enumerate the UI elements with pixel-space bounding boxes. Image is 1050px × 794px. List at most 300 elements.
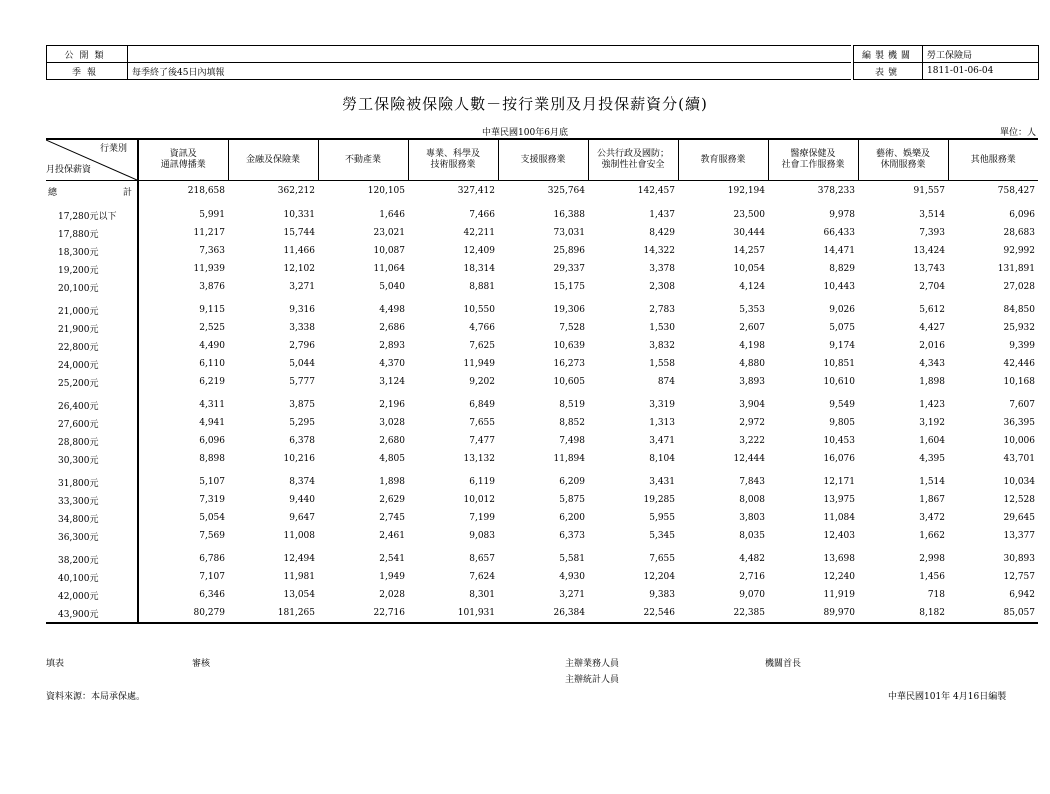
column-header-line: 專業、科學及 — [425, 149, 480, 159]
column-header — [408, 139, 498, 181]
data-cell: 4,311 — [199, 400, 225, 410]
data-cell: 101,931 — [408, 604, 498, 623]
data-cell: 10,006 — [1003, 436, 1035, 446]
table-row — [46, 450, 1038, 468]
data-cell: 7,477 — [469, 436, 495, 446]
column-header — [588, 139, 678, 181]
column-header — [948, 139, 1038, 181]
header-left-box — [46, 45, 851, 80]
table-row — [46, 604, 1038, 623]
corner-header-cell — [46, 139, 138, 181]
data-cell: 2,541 — [379, 554, 405, 564]
data-cell: 327,412 — [457, 186, 495, 196]
data-cell: 4,198 — [739, 341, 765, 351]
data-cell: 7,393 — [919, 228, 945, 238]
data-cell: 2,016 — [919, 341, 945, 351]
column-header-line: 資訊及 — [169, 149, 197, 159]
data-cell: 7,528 — [559, 323, 585, 333]
data-cell: 85,057 — [948, 604, 1038, 623]
corner-salary-label: 月投保薪資 — [46, 165, 92, 175]
data-cell: 10,851 — [823, 359, 855, 369]
data-cell: 5,040 — [379, 282, 405, 292]
data-cell: 2,893 — [379, 341, 405, 351]
data-cell: 3,028 — [379, 418, 405, 428]
data-cell: 23,021 — [373, 228, 405, 238]
data-cell: 758,427 — [997, 186, 1035, 196]
unit-label: 單位：人 — [999, 128, 1036, 138]
data-cell: 7,107 — [199, 572, 225, 582]
data-cell: 12,528 — [1003, 495, 1035, 505]
data-cell: 7,466 — [469, 210, 495, 220]
data-cell: 5,353 — [739, 305, 765, 315]
data-cell: 73,031 — [553, 228, 585, 238]
data-cell: 6,219 — [199, 377, 225, 387]
table-row — [46, 355, 1038, 373]
data-cell: 3,338 — [289, 323, 315, 333]
data-cell: 3,472 — [919, 513, 945, 523]
row-label: 27,600元 — [46, 414, 138, 432]
data-cell: 22,716 — [318, 604, 408, 623]
table-header-row — [46, 139, 1038, 181]
data-cell: 4,941 — [199, 418, 225, 428]
data-cell: 3,893 — [739, 377, 765, 387]
data-cell: 2,783 — [649, 305, 675, 315]
data-cell: 7,319 — [199, 495, 225, 505]
total-label-char: 計 — [122, 187, 132, 198]
data-cell: 1,662 — [919, 531, 945, 541]
data-cell: 16,388 — [553, 210, 585, 220]
data-cell: 4,490 — [199, 341, 225, 351]
data-cell: 42,446 — [1003, 359, 1035, 369]
data-cell: 6,849 — [469, 400, 495, 410]
data-cell: 2,525 — [199, 323, 225, 333]
data-cell: 2,461 — [379, 531, 405, 541]
data-cell: 10,453 — [823, 436, 855, 446]
data-cell: 2,629 — [379, 495, 405, 505]
row-label: 31,800元 — [46, 473, 138, 491]
data-cell: 27,028 — [1003, 282, 1035, 292]
data-cell: 3,803 — [739, 513, 765, 523]
data-cell: 15,744 — [283, 228, 315, 238]
data-cell: 84,850 — [1003, 305, 1035, 315]
data-cell: 7,655 — [649, 554, 675, 564]
table-body — [46, 181, 1038, 624]
data-cell: 22,546 — [588, 604, 678, 623]
data-cell: 6,096 — [199, 436, 225, 446]
data-cell: 16,273 — [553, 359, 585, 369]
footer-data-source: 資料來源：本局承保處。 — [46, 692, 146, 702]
data-cell: 23,500 — [733, 210, 765, 220]
insured-persons-table — [46, 138, 1038, 624]
data-cell: 42,211 — [463, 228, 495, 238]
data-cell: 3,319 — [649, 400, 675, 410]
data-cell: 4,395 — [919, 454, 945, 464]
data-cell: 11,894 — [553, 454, 585, 464]
data-cell: 11,949 — [463, 359, 495, 369]
row-label: 30,300元 — [46, 450, 138, 468]
table-row — [46, 224, 1038, 242]
data-cell: 5,875 — [559, 495, 585, 505]
column-header — [678, 139, 768, 181]
data-cell: 11,919 — [823, 590, 855, 600]
data-cell: 7,843 — [739, 477, 765, 487]
data-cell: 1,514 — [919, 477, 945, 487]
data-cell: 10,605 — [553, 377, 585, 387]
row-label: 17,280元以下 — [46, 206, 138, 224]
column-header — [858, 139, 948, 181]
data-cell: 7,498 — [559, 436, 585, 446]
data-cell: 7,569 — [199, 531, 225, 541]
header-label-agency: 編製機關 — [854, 46, 923, 63]
data-cell: 10,168 — [1003, 377, 1035, 387]
data-cell: 4,766 — [469, 323, 495, 333]
data-cell: 11,064 — [373, 264, 405, 274]
data-cell: 3,192 — [919, 418, 945, 428]
column-header — [318, 139, 408, 181]
data-cell: 3,832 — [649, 341, 675, 351]
data-cell: 5,955 — [649, 513, 675, 523]
data-cell: 16,076 — [823, 454, 855, 464]
data-cell: 2,308 — [649, 282, 675, 292]
data-cell: 9,070 — [739, 590, 765, 600]
data-cell: 8,374 — [289, 477, 315, 487]
table-row — [46, 337, 1038, 355]
data-cell: 25,896 — [553, 246, 585, 256]
data-cell: 12,403 — [823, 531, 855, 541]
data-cell: 11,466 — [283, 246, 315, 256]
data-cell: 9,174 — [829, 341, 855, 351]
data-cell: 10,550 — [463, 305, 495, 315]
table-row — [46, 301, 1038, 319]
data-cell: 5,054 — [199, 513, 225, 523]
data-cell: 9,440 — [289, 495, 315, 505]
row-label: 17,880元 — [46, 224, 138, 242]
table-row — [46, 491, 1038, 509]
data-cell: 9,549 — [829, 400, 855, 410]
row-label: 28,800元 — [46, 432, 138, 450]
data-cell: 3,271 — [289, 282, 315, 292]
data-cell: 218,658 — [187, 186, 225, 196]
data-cell: 3,124 — [379, 377, 405, 387]
table-row — [46, 278, 1038, 296]
data-cell: 8,301 — [469, 590, 495, 600]
column-header-line: 休閒服務業 — [880, 160, 926, 170]
data-cell: 8,829 — [829, 264, 855, 274]
data-cell: 11,008 — [283, 531, 315, 541]
table-row — [46, 432, 1038, 450]
data-cell: 10,443 — [823, 282, 855, 292]
column-header-line: 通訊傳播業 — [160, 160, 206, 170]
row-label: 40,100元 — [46, 568, 138, 586]
data-cell: 12,409 — [463, 246, 495, 256]
data-cell: 11,084 — [823, 513, 855, 523]
data-cell: 4,805 — [379, 454, 405, 464]
data-cell: 8,881 — [469, 282, 495, 292]
data-cell: 6,096 — [1009, 210, 1035, 220]
data-cell: 9,026 — [829, 305, 855, 315]
total-label-char: 總 — [48, 187, 58, 198]
data-cell: 11,939 — [193, 264, 225, 274]
data-cell: 8,657 — [469, 554, 495, 564]
data-cell: 29,645 — [1003, 513, 1035, 523]
data-cell: 22,385 — [678, 604, 768, 623]
header-value-public — [128, 46, 851, 63]
data-cell: 3,271 — [559, 590, 585, 600]
row-label: 33,300元 — [46, 491, 138, 509]
data-cell: 2,745 — [379, 513, 405, 523]
data-cell: 5,075 — [829, 323, 855, 333]
data-cell: 4,370 — [379, 359, 405, 369]
data-cell: 19,285 — [643, 495, 675, 505]
row-label: 26,400元 — [46, 396, 138, 414]
data-cell: 131,891 — [997, 264, 1035, 274]
data-cell: 12,204 — [643, 572, 675, 582]
data-cell: 11,217 — [193, 228, 225, 238]
data-cell: 9,083 — [469, 531, 495, 541]
footer-form-maker: 填表 — [46, 659, 65, 669]
row-label: 42,000元 — [46, 586, 138, 604]
column-header-line: 支援服務業 — [520, 154, 566, 165]
data-cell: 3,378 — [649, 264, 675, 274]
column-header-line: 藝術、娛樂及 — [875, 149, 930, 159]
data-cell: 7,655 — [469, 418, 495, 428]
total-label — [46, 185, 134, 198]
data-cell: 13,743 — [913, 264, 945, 274]
data-cell: 13,424 — [913, 246, 945, 256]
data-cell: 325,764 — [547, 186, 585, 196]
date-subtitle: 中華民國100年6月底 — [482, 128, 568, 138]
data-cell: 1,867 — [919, 495, 945, 505]
data-cell: 3,222 — [739, 436, 765, 446]
data-cell: 36,395 — [1003, 418, 1035, 428]
data-cell: 1,898 — [919, 377, 945, 387]
data-cell: 89,970 — [768, 604, 858, 623]
data-cell: 18,314 — [463, 264, 495, 274]
data-cell: 5,044 — [289, 359, 315, 369]
page-title: 勞工保險被保險人數－按行業別及月投保薪資分(續) — [342, 95, 708, 113]
data-cell: 6,346 — [199, 590, 225, 600]
data-cell: 25,932 — [1003, 323, 1035, 333]
data-cell: 874 — [657, 377, 675, 387]
data-cell: 4,498 — [379, 305, 405, 315]
data-cell: 12,444 — [733, 454, 765, 464]
row-label: 34,800元 — [46, 509, 138, 527]
data-cell: 8,008 — [739, 495, 765, 505]
corner-industry-label: 行業別 — [99, 144, 127, 154]
data-cell: 14,471 — [823, 246, 855, 256]
data-cell: 10,012 — [463, 495, 495, 505]
data-cell: 4,482 — [739, 554, 765, 564]
data-cell: 3,431 — [649, 477, 675, 487]
table-row — [46, 396, 1038, 414]
column-header — [768, 139, 858, 181]
data-cell: 10,610 — [823, 377, 855, 387]
total-row — [46, 181, 1038, 202]
data-cell: 1,313 — [649, 418, 675, 428]
data-cell: 362,212 — [277, 186, 315, 196]
data-cell: 8,898 — [199, 454, 225, 464]
table-row — [46, 473, 1038, 491]
data-cell: 7,625 — [469, 341, 495, 351]
data-cell: 5,295 — [289, 418, 315, 428]
data-cell: 8,182 — [858, 604, 948, 623]
data-cell: 120,105 — [367, 186, 405, 196]
data-cell: 8,104 — [649, 454, 675, 464]
column-header-line: 公共行政及國防； — [596, 149, 669, 159]
data-cell: 10,034 — [1003, 477, 1035, 487]
data-cell: 3,514 — [919, 210, 945, 220]
data-cell: 66,433 — [823, 228, 855, 238]
table-row — [46, 550, 1038, 568]
data-cell: 13,377 — [1003, 531, 1035, 541]
data-cell: 9,647 — [289, 513, 315, 523]
data-cell: 6,110 — [199, 359, 225, 369]
column-header-line: 不動產業 — [344, 154, 381, 165]
data-cell: 13,132 — [463, 454, 495, 464]
data-cell: 5,581 — [559, 554, 585, 564]
header-value-quarterly: 每季終了後45日內填報 — [128, 63, 851, 80]
row-label: 18,300元 — [46, 242, 138, 260]
data-cell: 2,680 — [379, 436, 405, 446]
data-cell: 9,202 — [469, 377, 495, 387]
data-cell: 2,686 — [379, 323, 405, 333]
column-header-line: 社會工作服務業 — [781, 160, 845, 170]
header-value-form-no: 1811-01-06-04 — [923, 63, 1039, 80]
row-label: 21,000元 — [46, 301, 138, 319]
header-label-form-no: 表號 — [854, 63, 923, 80]
table-row — [46, 260, 1038, 278]
table-row — [46, 527, 1038, 545]
data-cell: 13,975 — [823, 495, 855, 505]
data-cell: 9,805 — [829, 418, 855, 428]
data-cell: 3,875 — [289, 400, 315, 410]
data-cell: 12,494 — [283, 554, 315, 564]
footer-reviewer: 審核 — [192, 659, 211, 669]
column-header — [228, 139, 318, 181]
data-cell: 43,701 — [1003, 454, 1035, 464]
data-cell: 91,557 — [913, 186, 945, 196]
data-cell: 8,519 — [559, 400, 585, 410]
data-cell: 9,399 — [1009, 341, 1035, 351]
footer-agency-head: 機關首長 — [765, 659, 802, 669]
header-right-box — [853, 45, 1039, 80]
table-row — [46, 373, 1038, 391]
data-cell: 2,972 — [739, 418, 765, 428]
data-cell: 2,196 — [379, 400, 405, 410]
data-cell: 4,427 — [919, 323, 945, 333]
data-cell: 2,607 — [739, 323, 765, 333]
data-cell: 5,345 — [649, 531, 675, 541]
data-cell: 29,337 — [553, 264, 585, 274]
table-row — [46, 586, 1038, 604]
data-cell: 92,992 — [1003, 246, 1035, 256]
data-cell: 4,124 — [739, 282, 765, 292]
data-cell: 8,429 — [649, 228, 675, 238]
data-cell: 26,384 — [498, 604, 588, 623]
table-row — [46, 206, 1038, 224]
data-cell: 14,322 — [643, 246, 675, 256]
data-cell: 5,991 — [199, 210, 225, 220]
data-cell: 1,423 — [919, 400, 945, 410]
data-cell: 1,949 — [379, 572, 405, 582]
data-cell: 6,786 — [199, 554, 225, 564]
data-cell: 3,904 — [739, 400, 765, 410]
data-cell: 1,530 — [649, 323, 675, 333]
data-cell: 6,378 — [289, 436, 315, 446]
data-cell: 4,880 — [739, 359, 765, 369]
data-cell: 13,698 — [823, 554, 855, 564]
table-row — [46, 509, 1038, 527]
data-cell: 3,876 — [199, 282, 225, 292]
column-header-line: 教育服務業 — [700, 154, 746, 165]
header-label-quarterly: 季報 — [47, 63, 128, 80]
footer-stats-staff: 主辦統計人員 — [565, 675, 620, 685]
data-cell: 1,558 — [649, 359, 675, 369]
data-cell: 30,893 — [1003, 554, 1035, 564]
column-header-line: 醫療保健及 — [790, 149, 836, 159]
data-cell: 9,115 — [199, 305, 225, 315]
footer-business-staff: 主辦業務人員 — [565, 659, 620, 669]
column-header-line: 強制性社會安全 — [601, 160, 665, 170]
row-label: 22,800元 — [46, 337, 138, 355]
header-value-agency: 勞工保險局 — [923, 46, 1039, 63]
data-cell: 3,471 — [649, 436, 675, 446]
data-cell: 1,898 — [379, 477, 405, 487]
table-row — [46, 319, 1038, 337]
data-cell: 7,607 — [1009, 400, 1035, 410]
data-cell: 6,942 — [1009, 590, 1035, 600]
column-header — [498, 139, 588, 181]
row-label: 43,900元 — [46, 604, 138, 623]
data-cell: 15,175 — [553, 282, 585, 292]
table-row — [46, 568, 1038, 586]
data-cell: 718 — [927, 590, 945, 600]
data-cell: 8,035 — [739, 531, 765, 541]
data-cell: 2,704 — [919, 282, 945, 292]
data-cell: 6,209 — [559, 477, 585, 487]
column-header-line: 技術服務業 — [430, 160, 476, 170]
row-label: 20,100元 — [46, 278, 138, 296]
data-cell: 8,852 — [559, 418, 585, 428]
data-cell: 9,316 — [289, 305, 315, 315]
data-cell: 6,119 — [469, 477, 495, 487]
header-label-public: 公開類 — [47, 46, 128, 63]
data-cell: 28,683 — [1003, 228, 1035, 238]
data-cell: 10,054 — [733, 264, 765, 274]
column-header-line: 金融及保險業 — [245, 154, 300, 165]
data-cell: 10,087 — [373, 246, 405, 256]
data-cell: 7,624 — [469, 572, 495, 582]
row-label: 21,900元 — [46, 319, 138, 337]
data-cell: 30,444 — [733, 228, 765, 238]
column-header — [138, 139, 228, 181]
data-cell: 2,796 — [289, 341, 315, 351]
table-row — [46, 414, 1038, 432]
data-cell: 1,456 — [919, 572, 945, 582]
data-cell: 80,279 — [138, 604, 228, 623]
data-cell: 10,639 — [553, 341, 585, 351]
data-cell: 6,373 — [559, 531, 585, 541]
data-cell: 1,437 — [649, 210, 675, 220]
row-label — [46, 181, 138, 202]
column-header-line: 其他服務業 — [970, 154, 1016, 165]
data-cell: 192,194 — [727, 186, 765, 196]
data-cell: 378,233 — [817, 186, 855, 196]
data-cell: 9,978 — [829, 210, 855, 220]
data-cell: 10,331 — [283, 210, 315, 220]
data-cell: 9,383 — [649, 590, 675, 600]
data-cell: 1,646 — [379, 210, 405, 220]
